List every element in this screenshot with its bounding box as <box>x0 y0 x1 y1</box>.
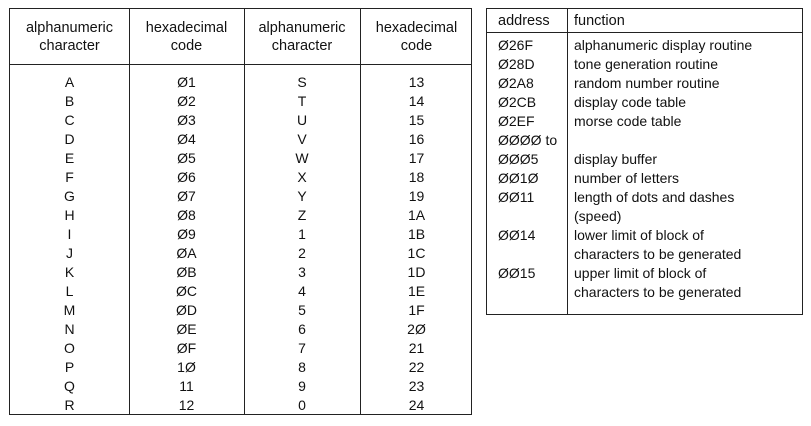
hexadecimal-code-cell: 1C <box>407 245 426 261</box>
hexadecimal-code-cell: ØA <box>176 245 197 261</box>
hexadecimal-code-cell: ØE <box>176 321 197 337</box>
address-cell: ØØØ5 <box>498 151 539 167</box>
hexadecimal-code-cell: 22 <box>408 359 425 375</box>
hexadecimal-code-cell: 14 <box>408 93 425 109</box>
table-row <box>487 112 802 131</box>
hexadecimal-code-cell: 19 <box>408 188 425 204</box>
hexadecimal-code-cell: ØD <box>176 302 197 318</box>
table-row <box>10 73 471 92</box>
alphanumeric-character-cell: R <box>64 397 75 413</box>
hexadecimal-code-cell: 15 <box>408 112 425 128</box>
column-header-alphanumeric-character-1: alphanumeric character <box>25 20 114 54</box>
address-cell: ØØ11 <box>498 189 535 205</box>
character-code-table-header <box>10 9 471 65</box>
hexadecimal-code-cell: Ø6 <box>177 169 196 185</box>
hexadecimal-code-cell: 1F <box>408 302 425 318</box>
table-row <box>10 396 471 415</box>
hexadecimal-code-cell: Ø8 <box>177 207 196 223</box>
alphanumeric-character-cell: T <box>297 93 307 109</box>
address-cell: Ø2A8 <box>498 75 534 91</box>
hexadecimal-code-cell: 13 <box>408 74 425 90</box>
hexadecimal-code-cell: 17 <box>408 150 425 166</box>
alphanumeric-character-cell: 3 <box>298 264 306 280</box>
table-row <box>10 263 471 282</box>
function-cell <box>574 131 802 150</box>
table-row <box>10 377 471 396</box>
alphanumeric-character-cell: V <box>297 131 307 147</box>
alphanumeric-character-cell: B <box>64 93 75 109</box>
table-row <box>487 226 802 264</box>
column-header-hexadecimal-code-1: hexadecimal code <box>145 20 228 54</box>
address-cell: ØØ14 <box>498 227 536 243</box>
hexadecimal-code-cell: Ø9 <box>177 226 196 242</box>
function-cell: length of dots and dashes (speed) <box>574 189 735 224</box>
hexadecimal-code-cell: 1A <box>407 207 426 223</box>
function-cell: number of letters <box>574 170 680 186</box>
hexadecimal-code-cell: 24 <box>408 397 425 413</box>
alphanumeric-character-cell: W <box>295 150 309 166</box>
function-cell: random number routine <box>574 75 720 91</box>
table-row <box>10 225 471 244</box>
hexadecimal-code-cell: 12 <box>178 397 195 413</box>
hexadecimal-code-cell: 21 <box>408 340 425 356</box>
hexadecimal-code-cell: 23 <box>408 378 425 394</box>
table-row <box>10 206 471 225</box>
table-row <box>10 358 471 377</box>
hexadecimal-code-cell: ØC <box>176 283 197 299</box>
hexadecimal-code-cell: Ø5 <box>177 150 196 166</box>
alphanumeric-character-cell: 1 <box>298 226 306 242</box>
address-cell: Ø2EF <box>498 113 535 129</box>
alphanumeric-character-cell: N <box>64 321 75 337</box>
alphanumeric-character-cell: H <box>64 207 75 223</box>
table-row <box>10 282 471 301</box>
hexadecimal-code-cell: 1D <box>407 264 426 280</box>
function-cell: display code table <box>574 94 687 110</box>
hexadecimal-code-cell: 1B <box>407 226 426 242</box>
alphanumeric-character-cell: 9 <box>298 378 306 394</box>
hexadecimal-code-cell: 1Ø <box>177 359 196 375</box>
hexadecimal-code-cell: Ø2 <box>177 93 196 109</box>
address-cell: Ø2CB <box>498 94 537 110</box>
table-row <box>487 264 802 302</box>
alphanumeric-character-cell: M <box>63 302 76 318</box>
column-header-hexadecimal-code-2: hexadecimal code <box>375 20 458 54</box>
alphanumeric-character-cell: J <box>66 245 73 261</box>
address-cell: Ø28D <box>498 56 535 72</box>
alphanumeric-character-cell: Q <box>64 378 75 394</box>
memory-map-table-body <box>487 36 802 302</box>
column-header-address: address <box>498 13 550 29</box>
hexadecimal-code-cell: 11 <box>179 378 194 394</box>
alphanumeric-character-cell: O <box>64 340 75 356</box>
character-code-table <box>9 8 472 415</box>
table-row <box>10 187 471 206</box>
table-row <box>487 131 802 150</box>
alphanumeric-character-cell: E <box>64 150 75 166</box>
table-row <box>487 169 802 188</box>
table-row <box>487 55 802 74</box>
table-row <box>487 188 802 226</box>
table-row <box>487 74 802 93</box>
address-cell: ØØ1Ø <box>498 170 539 186</box>
memory-map-table <box>486 8 803 315</box>
alphanumeric-character-cell: L <box>65 283 74 299</box>
alphanumeric-character-cell: 4 <box>298 283 306 299</box>
table-row <box>10 92 471 111</box>
hexadecimal-code-cell: 1E <box>407 283 426 299</box>
table-row <box>487 93 802 112</box>
address-cell: ØØ15 <box>498 265 536 281</box>
hexadecimal-code-cell: ØB <box>176 264 197 280</box>
hexadecimal-code-cell: ØF <box>176 340 197 356</box>
function-cell: lower limit of block of characters to be generated <box>574 227 742 262</box>
character-code-table-body <box>10 73 471 415</box>
hexadecimal-code-cell: 2Ø <box>407 321 426 337</box>
address-cell: Ø26F <box>498 37 534 53</box>
hexadecimal-code-cell: 18 <box>408 169 425 185</box>
alphanumeric-character-cell: 8 <box>298 359 306 375</box>
hexadecimal-code-cell: 16 <box>408 131 425 147</box>
alphanumeric-character-cell: X <box>297 169 307 185</box>
alphanumeric-character-cell: S <box>297 74 307 90</box>
alphanumeric-character-cell: Y <box>297 188 307 204</box>
alphanumeric-character-cell: A <box>64 74 75 90</box>
column-header-alphanumeric-character-2: alphanumeric character <box>258 20 346 54</box>
hexadecimal-code-cell: Ø1 <box>177 74 196 90</box>
hexadecimal-code-cell: Ø4 <box>177 131 196 147</box>
function-cell: tone generation routine <box>574 56 718 72</box>
table-row <box>10 111 471 130</box>
function-cell: display buffer <box>574 151 658 167</box>
alphanumeric-character-cell: 2 <box>298 245 306 261</box>
address-cell: ØØØØ to <box>498 132 558 148</box>
alphanumeric-character-cell: 7 <box>298 340 306 356</box>
alphanumeric-character-cell: P <box>64 359 75 375</box>
hexadecimal-code-cell: Ø7 <box>177 188 196 204</box>
table-row <box>10 130 471 149</box>
alphanumeric-character-cell: I <box>67 226 72 242</box>
function-cell: upper limit of block of characters to be generated <box>574 265 742 300</box>
alphanumeric-character-cell: 0 <box>298 397 306 413</box>
alphanumeric-character-cell: C <box>64 112 75 128</box>
table-row <box>10 244 471 263</box>
alphanumeric-character-cell: U <box>296 112 308 128</box>
alphanumeric-character-cell: K <box>64 264 75 280</box>
table-row <box>487 36 802 55</box>
table-row <box>10 339 471 358</box>
alphanumeric-character-cell: 6 <box>298 321 306 337</box>
function-cell: morse code table <box>574 113 682 129</box>
column-header-function: function <box>574 13 625 29</box>
table-row <box>10 149 471 168</box>
alphanumeric-character-cell: 5 <box>298 302 306 318</box>
table-row <box>487 150 802 169</box>
alphanumeric-character-cell: D <box>64 131 75 147</box>
alphanumeric-character-cell: Z <box>297 207 307 223</box>
function-cell: alphanumeric display routine <box>574 37 753 53</box>
hexadecimal-code-cell: Ø3 <box>177 112 196 128</box>
table-row <box>10 168 471 187</box>
alphanumeric-character-cell: F <box>65 169 74 185</box>
alphanumeric-character-cell: G <box>64 188 75 204</box>
table-row <box>10 320 471 339</box>
table-row <box>10 301 471 320</box>
memory-map-table-header <box>487 9 802 33</box>
